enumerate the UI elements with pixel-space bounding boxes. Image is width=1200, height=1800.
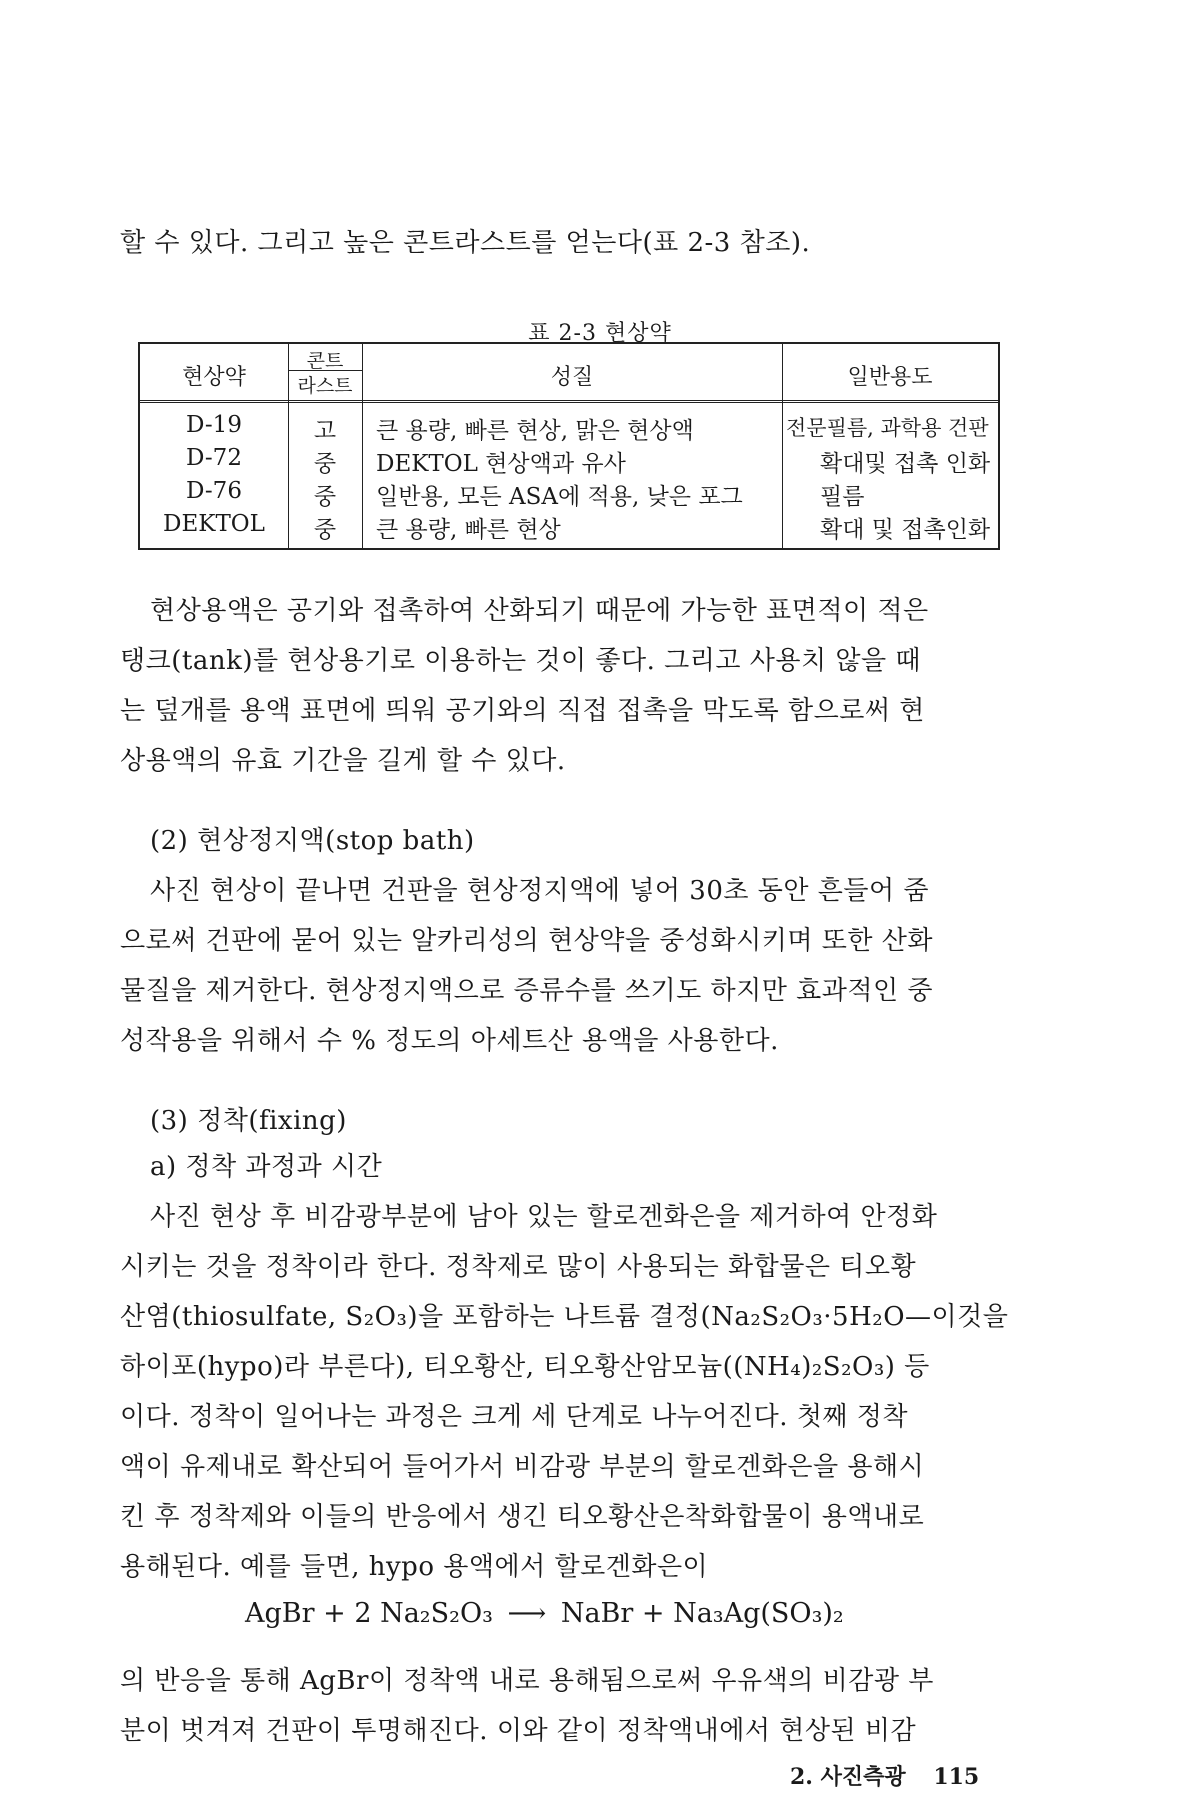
paragraph-line: 물질을 제거한다. 현상정지액으로 증류수를 쓰기도 하지만 효과적인 중 [120, 976, 933, 1006]
header-usage: 일반용도 [847, 365, 933, 390]
developer-table [138, 342, 1000, 550]
intro-line: 할 수 있다. 그리고 높은 콘트라스트를 얻는다(표 2-3 참조). [120, 228, 811, 258]
row-contrast: 고 [313, 418, 337, 444]
row-usage: 확대및 접촉 인화 [820, 451, 991, 477]
row-usage: 확대 및 접촉인화 [820, 517, 991, 543]
table-header [140, 344, 998, 403]
paragraph-line: 으로써 건판에 묻어 있는 알카리성의 현상약을 중성화시키며 또한 산화 [120, 926, 933, 956]
paragraph-line: 산염(thiosulfate, S₂O₃)을 포함하는 나트륨 결정(Na₂S₂O₃·5H₂O—이것을 [120, 1302, 1009, 1332]
paragraph-line: 사진 현상 후 비감광부분에 남아 있는 할로겐화은을 제거하여 안정화 [150, 1202, 938, 1232]
header-contrast-top: 콘트 [306, 350, 344, 372]
row-developer: D-76 [186, 478, 242, 504]
page-footer [790, 1760, 979, 1791]
page-number: 115 [933, 1764, 980, 1790]
section-heading: (3) 정착(fixing) [150, 1106, 347, 1136]
row-developer: D-19 [186, 412, 242, 438]
paragraph-line: 용해된다. 예를 들면, hypo 용액에서 할로겐화은이 [120, 1552, 709, 1582]
row-properties: 큰 용량, 빠른 현상, 맑은 현상액 [376, 418, 694, 444]
paragraph-line: 탱크(tank)를 현상용기로 이용하는 것이 좋다. 그리고 사용치 않을 때 [120, 646, 922, 676]
paragraph-line: 의 반응을 통해 AgBr이 정착액 내로 용해됨으로써 우유색의 비감광 부 [120, 1666, 934, 1696]
reaction-arrow-icon: ⟶ [507, 1598, 547, 1629]
header-contrast-bottom: 라스트 [288, 370, 362, 398]
table-caption: 표 2-3 현상약 [528, 321, 672, 346]
row-usage: 전문필름, 과학용 건판 [786, 416, 989, 440]
chemical-equation [245, 1598, 844, 1629]
footer-chapter: 2. 사진측광 [790, 1764, 906, 1790]
paragraph-line: 는 덮개를 용액 표면에 띄워 공기와의 직접 접촉을 막도록 함으로써 현 [120, 696, 925, 726]
paragraph-line: 현상용액은 공기와 접촉하여 산화되기 때문에 가능한 표면적이 적은 [150, 596, 929, 626]
row-properties: DEKTOL 현상액과 유사 [376, 451, 626, 477]
paragraph-line: 상용액의 유효 기간을 길게 할 수 있다. [120, 746, 566, 776]
row-properties: 큰 용량, 빠른 현상 [376, 517, 561, 543]
row-developer: DEKTOL [163, 511, 265, 537]
section-heading: (2) 현상정지액(stop bath) [150, 826, 475, 856]
paragraph-line: 액이 유제내로 확산되어 들어가서 비감광 부분의 할로겐화은을 용해시 [120, 1452, 925, 1482]
column-divider [362, 344, 363, 548]
equation-left: AgBr + 2 Na₂S₂O₃ [245, 1598, 493, 1629]
header-developer: 현상약 [182, 365, 246, 390]
paragraph-line: 하이포(hypo)라 부른다), 티오황산, 티오황산암모늄((NH₄)₂S₂O₃) 등 [120, 1352, 930, 1382]
row-contrast: 중 [313, 451, 337, 477]
paragraph-line: 시키는 것을 정착이라 한다. 정착제로 많이 사용되는 화합물은 티오황 [120, 1252, 917, 1282]
row-contrast: 중 [313, 517, 337, 543]
paragraph-line: 성작용을 위해서 수 % 정도의 아세트산 용액을 사용한다. [120, 1026, 779, 1056]
paragraph-line: 사진 현상이 끝나면 건판을 현상정지액에 넣어 30초 동안 흔들어 줌 [150, 876, 929, 906]
column-divider [782, 344, 783, 548]
paragraph-line: 킨 후 정착제와 이들의 반응에서 생긴 티오황산은착화합물이 용액내로 [120, 1502, 925, 1532]
row-contrast: 중 [313, 484, 337, 510]
row-developer: D-72 [186, 445, 242, 471]
row-usage: 필름 [820, 484, 865, 510]
paragraph-line: 이다. 정착이 일어나는 과정은 크게 세 단계로 나누어진다. 첫째 정착 [120, 1402, 909, 1432]
row-properties: 일반용, 모든 ASA에 적용, 낮은 포그 [376, 484, 743, 510]
header-properties: 성질 [550, 365, 594, 390]
equation-right: NaBr + Na₃Ag(SO₃)₂ [560, 1598, 844, 1629]
subsection-heading: a) 정착 과정과 시간 [150, 1152, 383, 1182]
paragraph-line: 분이 벗겨져 건판이 투명해진다. 이와 같이 정착액내에서 현상된 비감 [120, 1716, 917, 1746]
